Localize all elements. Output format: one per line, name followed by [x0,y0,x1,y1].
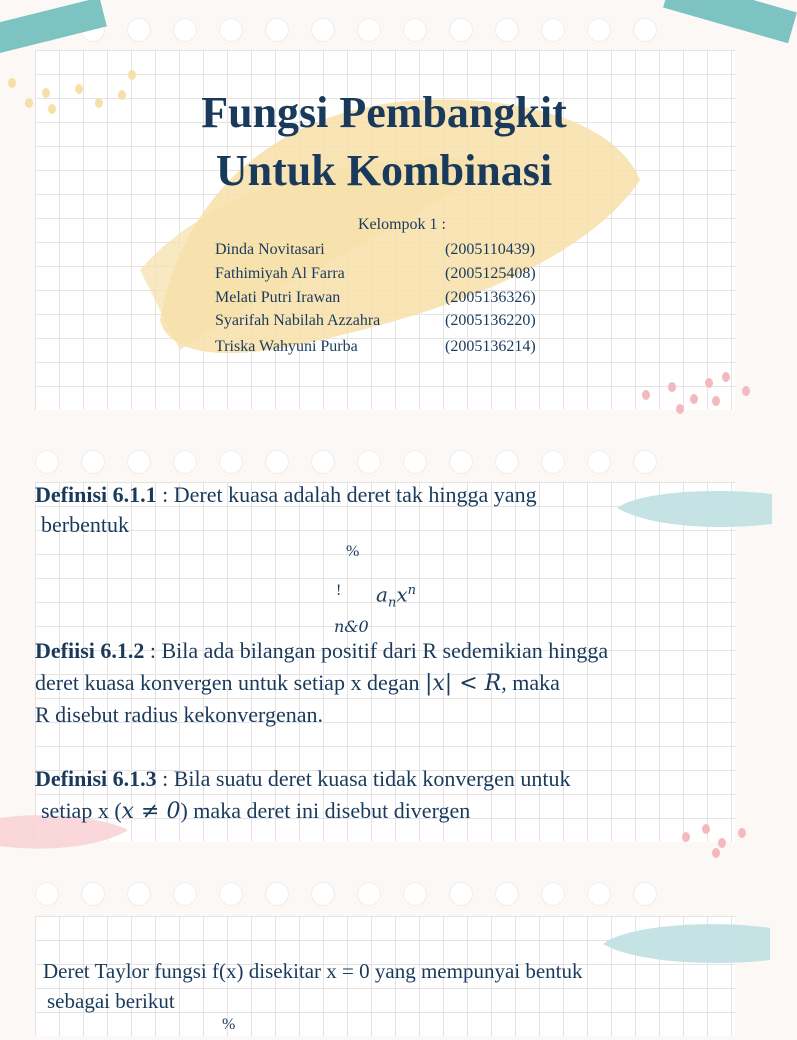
member-name: Fathimiyah Al Farra [215,265,345,282]
sum-lower-limit: n&0 [334,617,369,636]
decor-dot [742,386,750,396]
member-id: (2005125408) [445,265,536,282]
definition-2-line2: deret kuasa konvergen untuk setiap x degan |x| < R, maka [35,670,560,696]
decor-dot [128,70,136,80]
decor-dot [718,838,726,848]
member-name: Syarifah Nabilah Azzahra [215,312,381,329]
decor-dot [690,394,698,404]
binder-holes [35,450,657,474]
member-name: Dinda Novitasari [215,241,325,258]
page-title: Fungsi Pembangkit Untuk Kombinasi [201,88,567,195]
binder-holes [35,882,657,906]
taylor-line1: Deret Taylor fungsi f(x) disekitar x = 0 yang mempunyai bentuk [43,959,583,983]
series-term: $a_nx^n$ [376,582,416,611]
definitions-slide [0,432,768,864]
decor-dot [702,824,710,834]
member-id: (2005136326) [445,289,536,306]
decor-dot [676,404,684,414]
decor-dot [642,390,650,400]
member-id: (2005110439) [445,241,536,258]
definition-3-line2: setiap x (x ≠ 0) maka deret ini disebut divergen [41,798,471,824]
cover-slide [0,0,768,432]
definition-2-label: Defiisi 6.1.2 [35,638,145,663]
teal-brush [598,918,770,968]
definition-1-label: Definisi 6.1.1 [35,482,157,507]
member-id: (2005136214) [445,338,536,355]
member-id: (2005136220) [445,312,536,329]
decor-dot [738,828,746,838]
definition-2 [35,636,608,666]
tape-left [0,0,107,57]
tape-right [663,0,797,43]
taylor-line2: sebagai berikut [47,989,175,1013]
definition-3-text: : Bila suatu deret kuasa tidak konvergen untuk [156,766,571,791]
decor-dot [722,372,730,382]
definition-1-text: : Deret kuasa adalah deret tak hingga yang [156,482,537,507]
definition-3 [35,764,570,794]
definition-2-line3: R disebut radius kekonvergenan. [35,702,323,727]
taylor-sum-upper-limit: % [222,1016,236,1033]
sum-sign: ! [336,582,342,599]
decor-dot [712,848,720,858]
definition-2-text: : Bila ada bilangan positif dari R sedemikian hingga [144,638,609,663]
sum-upper-limit: % [346,543,360,560]
decor-dot [705,378,713,388]
taylor-slide [0,864,768,1033]
member-name: Triska Wahyuni Purba [215,338,358,355]
decor-dot [668,382,676,392]
binder-holes [35,18,657,42]
definition-1 [35,480,537,510]
teal-brush [612,484,772,532]
decor-dot [682,832,690,842]
decor-dot [712,396,720,406]
member-name: Melati Putri Irawan [215,289,341,306]
definition-3-label: Definisi 6.1.3 [35,766,157,791]
group-label: Kelompok 1 : [358,216,446,233]
definition-1-line2: berbentuk [41,512,129,537]
